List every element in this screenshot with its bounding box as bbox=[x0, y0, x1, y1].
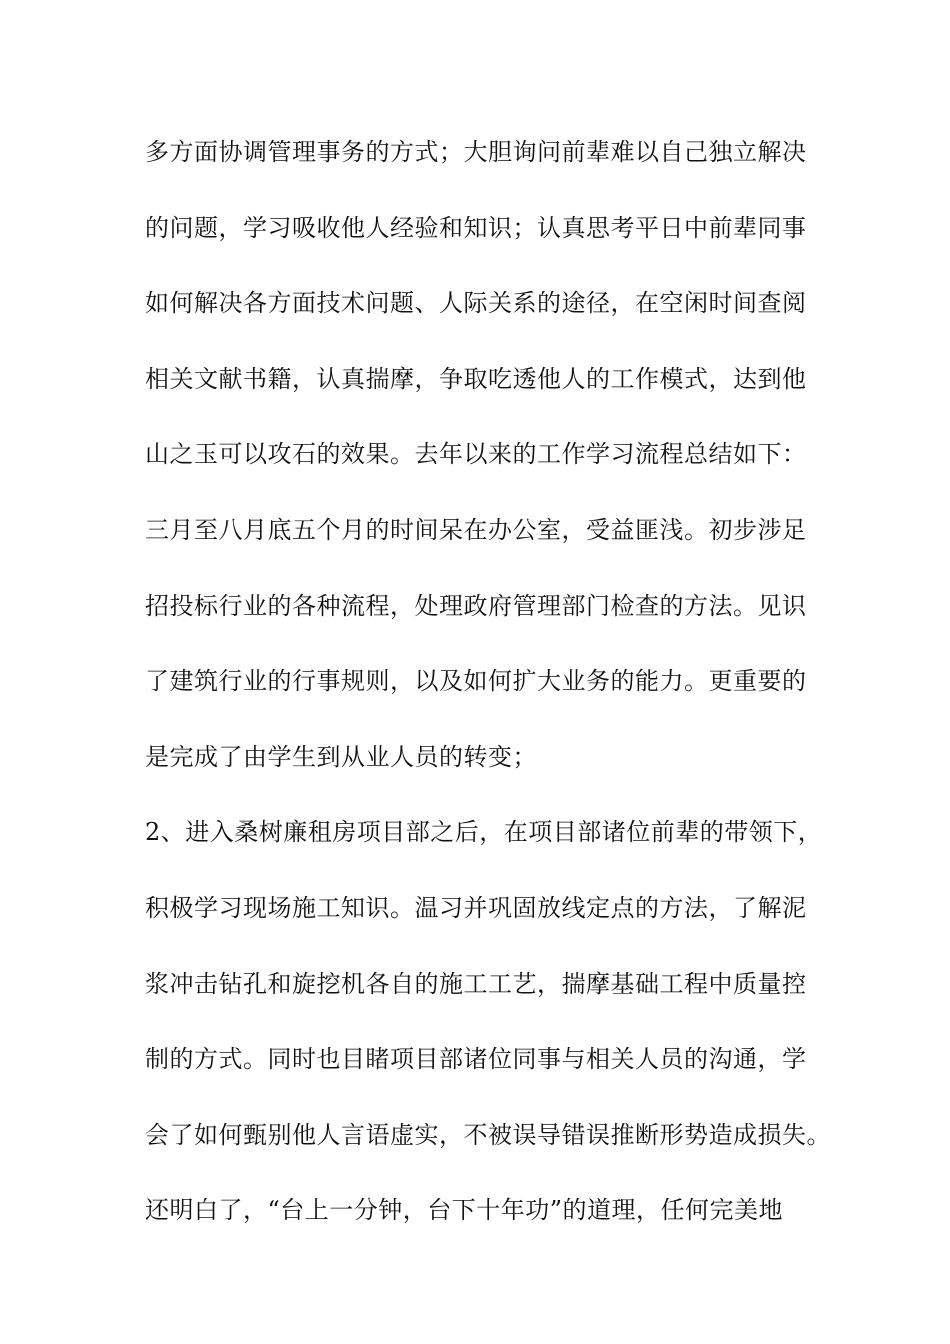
text-line: 积极学习现场施工知识。温习并巩固放线定点的方法，了解泥 bbox=[145, 893, 807, 922]
text-line: 浆冲击钻孔和旋挖机各自的施工工艺，揣摩基础工程中质量控 bbox=[145, 969, 807, 998]
text-line: 山之玉可以攻石的效果。去年以来的工作学习流程总结如下： bbox=[145, 440, 807, 469]
text-line: 多方面协调管理事务的方式；大胆询问前辈难以自己独立解决 bbox=[145, 138, 807, 166]
text-line: 的问题，学习吸收他人经验和知识；认真思考平日中前辈同事 bbox=[145, 213, 807, 242]
text-line: 招投标行业的各种流程，处理政府管理部门检查的方法。见识 bbox=[145, 591, 807, 620]
text-line: 三月至八月底五个月的时间呆在办公室，受益匪浅。初步涉足 bbox=[145, 515, 807, 544]
text-line: 相关文献书籍，认真揣摩，争取吃透他人的工作模式，达到他 bbox=[145, 364, 807, 393]
text-line: 是完成了由学生到从业人员的转变； bbox=[145, 742, 537, 771]
text-line: 2、进入桑树廉租房项目部之后，在项目部诸位前辈的带领下， bbox=[145, 818, 823, 847]
text-line: 了建筑行业的行事规则，以及如何扩大业务的能力。更重要的 bbox=[145, 667, 807, 696]
text-line: 还明白了，“台上一分钟，台下十年功”的道理，任何完美地 bbox=[145, 1196, 784, 1225]
text-line: 制的方式。同时也目睹项目部诸位同事与相关人员的沟通，学 bbox=[145, 1045, 807, 1074]
text-line: 如何解决各方面技术问题、人际关系的途径，在空闲时间查阅 bbox=[145, 289, 807, 318]
text-line: 会了如何甄别他人言语虚实，不被误导错误推断形势造成损失。 bbox=[145, 1120, 831, 1149]
document-body bbox=[145, 130, 845, 1264]
